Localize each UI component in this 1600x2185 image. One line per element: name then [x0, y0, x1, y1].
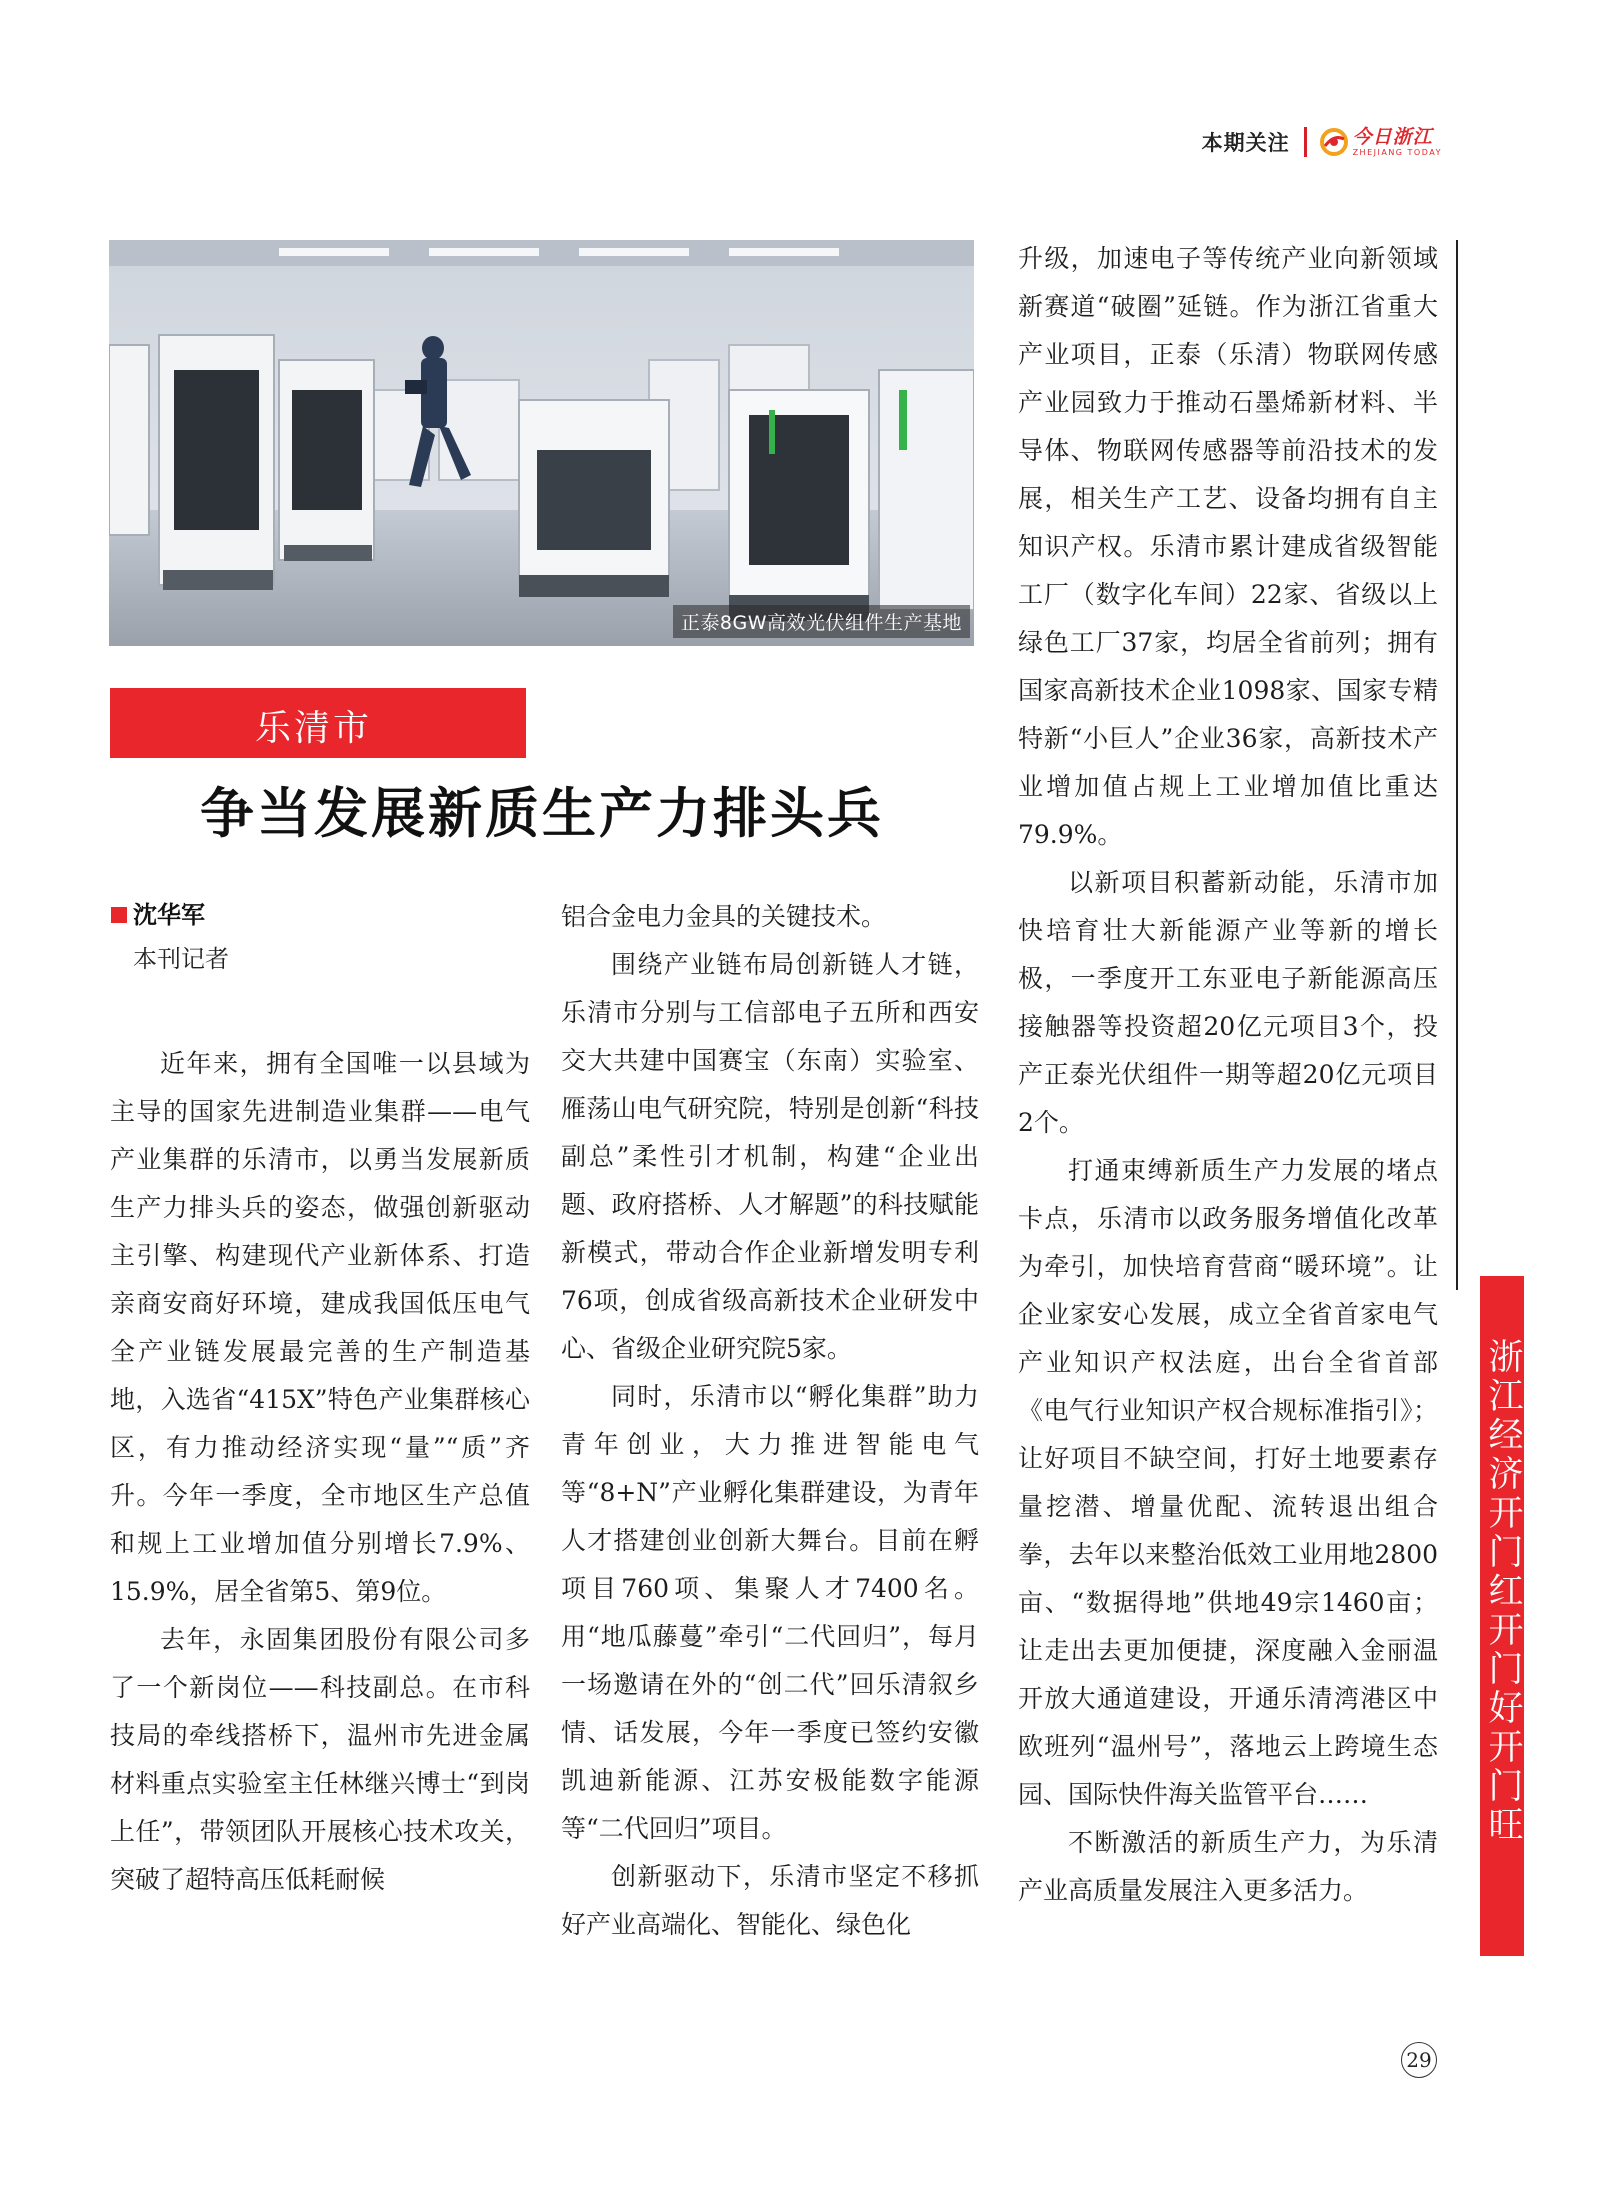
place-label-bar	[110, 688, 526, 758]
page-header	[1202, 122, 1442, 162]
article-headline: 争当发展新质生产力排头兵	[200, 781, 884, 845]
text-column-1	[110, 1040, 530, 1904]
section-label: 本期关注	[1201, 131, 1290, 155]
paragraph: 围绕产业链布局创新链人才链，乐清市分别与工信部电子五所和西安交大共建中国赛宝（东南）实验室、雁荡山电气研究院，特别是创新“科技副总”柔性引才机制，构建“企业出题、政府搭桥、人才解题”的科技赋能新模式，带动合作企业新增发明专利76项，创成省级高新技术企业研发中心、省级企业研究院5家。	[561, 950, 979, 1363]
author-line	[111, 898, 531, 932]
photo-caption: 正泰8GW高效光伏组件生产基地	[673, 605, 970, 638]
paragraph: 打通束缚新质生产力发展的堵点卡点，乐清市以政务服务增值化改革为牵引，加快培育营商“暖环境”。让企业家安心发展，成立全省首家电气产业知识产权法庭，出台全省首部《电气行业知识产权合规标准指引》；让好项目不缺空间，打好土地要素存量挖潜、增量优配、流转退出组合拳，去年以来整治低效工业用地2800亩、“数据得地”供地49宗1460亩；让走出去更加便捷，深度融入金丽温开放大通道建设，开通乐清湾港区中欧班列“温州号”，落地云上跨境生态园、国际快件海关监管平台……	[1018, 1156, 1438, 1809]
paragraph: 创新驱动下，乐清市坚定不移抓好产业高端化、智能化、绿色化	[561, 1862, 979, 1939]
byline	[111, 898, 531, 976]
header-divider	[1304, 127, 1307, 157]
column-divider	[1456, 240, 1458, 1290]
logo-cn-text: 今日浙江	[1352, 125, 1433, 148]
paragraph: 升级，加速电子等传统产业向新领域新赛道“破圈”延链。作为浙江省重大产业项目，正泰（乐清）物联网传感产业园致力于推动石墨烯新材料、半导体、物联网传感器等前沿技术的发展，相关生产工艺、设备均拥有自主知识产权。乐清市累计建成省级智能工厂（数字化车间）22家、省级以上绿色工厂37家，均居全省前列；拥有国家高新技术企业1098家、国家专精特新“小巨人”企业36家，高新技术产业增加值占规上工业增加值比重达79.9%。	[1018, 244, 1438, 849]
factory-photo	[109, 240, 974, 646]
paragraph: 以新项目积蓄新动能，乐清市加快培育壮大新能源产业等新的增长极，一季度开工东亚电子新能源高压接触器等投资超20亿元项目3个，投产正泰光伏组件一期等超20亿元项目2个。	[1018, 868, 1438, 1137]
text-column-2	[561, 893, 979, 1949]
byline-marker	[111, 907, 127, 923]
paragraph: 同时，乐清市以“孵化集群”助力青年创业，大力推进智能电气等“8+N”产业孵化集群建设，为青年人才搭建创业创新大舞台。目前在孵项目760项、集聚人才7400名。用“地瓜藤蔓”牵引“二代回归”，每月一场邀请在外的“创二代”回乐清叙乡情、话发展，今年一季度已签约安徽凯迪新能源、江苏安极能数字能源等“二代回归”项目。	[561, 1382, 979, 1843]
logo-icon	[1319, 127, 1349, 157]
paragraph: 不断激活的新质生产力，为乐清产业高质量发展注入更多活力。	[1018, 1828, 1438, 1905]
page-number: 29	[1401, 2042, 1437, 2078]
paragraph: 近年来，拥有全国唯一以县域为主导的国家先进制造业集群——电气产业集群的乐清市，以勇当发展新质生产力排头兵的姿态，做强创新驱动主引擎、构建现代产业新体系、打造亲商安商好环境，建成我国低压电气全产业链发展最完善的生产制造基地，入选省“415X”特色产业集群核心区，有力推动经济实现“量”“质”齐升。今年一季度，全市地区生产总值和规上工业增加值分别增长7.9%、15.9%，居全省第5、第9位。	[110, 1049, 530, 1606]
paragraph: 铝合金电力金具的关键技术。	[561, 902, 887, 931]
place-label: 乐清市	[255, 708, 373, 749]
side-section-tab	[1480, 1276, 1524, 1956]
author-role: 本刊记者	[133, 945, 229, 973]
author-name: 沈华军	[133, 901, 205, 929]
logo-en-text: ZHEJIANG TODAY	[1352, 147, 1442, 157]
side-tab-label: 浙江经济开门红开门好开门旺	[1483, 1338, 1523, 1845]
paragraph: 去年，永固集团股份有限公司多了一个新岗位——科技副总。在市科技局的牵线搭桥下，温州市先进金属材料重点实验室主任林继兴博士“到岗上任”，带领团队开展核心技术攻关，突破了超特高压低耗耐候	[110, 1625, 530, 1894]
text-column-3	[1018, 235, 1438, 1915]
magazine-logo	[1319, 127, 1442, 157]
factory-illustration	[109, 240, 974, 646]
